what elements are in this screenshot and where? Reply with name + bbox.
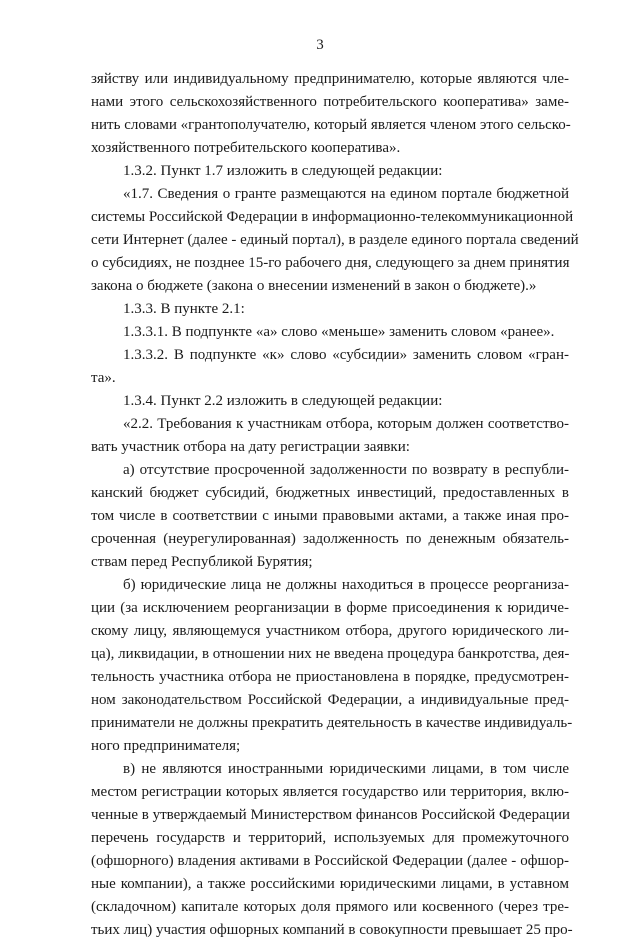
text-line: системы Российской Федерации в информационно-телекоммуникационной bbox=[91, 209, 574, 225]
text-line: б) юридические лица не должны находиться в процессе реорганиза- bbox=[123, 577, 569, 593]
text-line: ном законодательством Российской Федерации, а индивидуальные пред- bbox=[91, 692, 569, 708]
text-line: перечень государств и территорий, используемых для промежуточного bbox=[91, 830, 569, 846]
text-line: нить словами «грантополучателю, который является членом этого сельско- bbox=[91, 117, 571, 133]
text-line: 1.3.3.2. В подпункте «к» слово «субсидии» заменить словом «гран- bbox=[123, 347, 569, 363]
text-line: приниматели не должны прекратить деятельность в качестве индивидуаль- bbox=[91, 715, 573, 731]
page-number: 3 bbox=[316, 37, 324, 53]
text-line: ца), ликвидации, в отношении них не введена процедура банкротства, дея- bbox=[91, 646, 570, 662]
text-line: (складочном) капитале которых доля прямого или косвенного (через тре- bbox=[91, 899, 569, 915]
text-line: ные компании), а также российскими юридическими лицами, в уставном bbox=[91, 876, 569, 892]
text-line: сроченная (неурегулированная) задолженность по денежным обязатель- bbox=[91, 531, 569, 547]
text-line: та». bbox=[91, 370, 116, 386]
text-line: том числе в соответствии с иными правовыми актами, а также иная про- bbox=[91, 508, 569, 524]
text-line: канский бюджет субсидий, бюджетных инвестиций, предоставленных в bbox=[91, 485, 569, 501]
text-line: тельность участника отбора не приостановлена в порядке, предусмотрен- bbox=[91, 669, 569, 685]
text-line: тьих лиц) участия офшорных компаний в совокупности превышает 25 про- bbox=[91, 922, 573, 938]
text-line: вать участник отбора на дату регистрации заявки: bbox=[91, 439, 410, 455]
text-line: 1.3.3.1. В подпункте «а» слово «меньше» заменить словом «ранее». bbox=[123, 324, 555, 340]
text-line: 1.3.2. Пункт 1.7 изложить в следующей редакции: bbox=[123, 163, 443, 179]
text-line: ции (за исключением реорганизации в форме присоединения к юридиче- bbox=[91, 600, 569, 616]
text-line: (офшорного) владения активами в Российской Федерации (далее - офшор- bbox=[91, 853, 569, 869]
text-line: скому лицу, являющемуся участником отбора, другого юридического ли- bbox=[91, 623, 569, 639]
text-line: закона о бюджете (закона о внесении изменений в закон о бюджете).» bbox=[91, 278, 537, 294]
text-line: сети Интернет (далее - единый портал), в разделе единого портала сведений bbox=[91, 232, 579, 248]
text-line: о субсидиях, не позднее 15-го рабочего дня, следующего за днем принятия bbox=[91, 255, 570, 271]
text-line: хозяйственного потребительского кооператива». bbox=[91, 140, 401, 156]
document-body bbox=[91, 68, 579, 942]
text-line: местом регистрации которых является государство или территория, вклю- bbox=[91, 784, 569, 800]
text-line: 1.3.3. В пункте 2.1: bbox=[123, 301, 245, 317]
text-line: зяйству или индивидуальному предпринимателю, которые являются чле- bbox=[91, 71, 569, 87]
text-line: ствам перед Республикой Бурятия; bbox=[91, 554, 313, 570]
text-line: нами этого сельскохозяйственного потребительского кооператива» заме- bbox=[91, 94, 569, 110]
text-line: ченные в утверждаемый Министерством финансов Российской Федерации bbox=[91, 807, 570, 823]
text-line: ного предпринимателя; bbox=[91, 738, 241, 754]
text-line: «1.7. Сведения о гранте размещаются на едином портале бюджетной bbox=[123, 186, 569, 202]
text-line: 1.3.4. Пункт 2.2 изложить в следующей редакции: bbox=[123, 393, 443, 409]
text-line: в) не являются иностранными юридическими лицами, в том числе bbox=[123, 761, 569, 777]
text-line: а) отсутствие просроченной задолженности по возврату в республи- bbox=[123, 462, 569, 478]
text-line: «2.2. Требования к участникам отбора, которым должен соответство- bbox=[123, 416, 569, 432]
